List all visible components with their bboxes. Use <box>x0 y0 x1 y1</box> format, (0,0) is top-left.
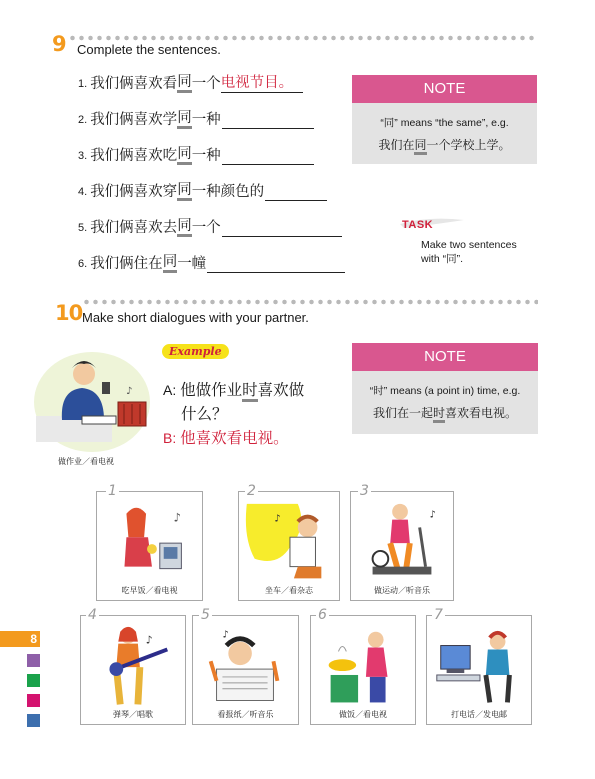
note-body <box>352 103 537 164</box>
answer-blank[interactable] <box>222 223 342 237</box>
sentence-text: 一个 <box>191 76 221 92</box>
picture-3-art <box>351 498 453 584</box>
dialogue-b: B: 他喜欢看电视。 <box>163 429 289 447</box>
picture-2 <box>238 491 340 601</box>
picture-6 <box>310 615 416 725</box>
picture-1-art <box>97 498 202 584</box>
color-square-magenta <box>27 694 40 707</box>
sentence-number: 6. <box>78 258 88 270</box>
note-heading: NOTE <box>352 343 538 371</box>
note-line-2: 我们在一起时喜欢看电视。 <box>352 398 538 421</box>
picture-number: 4 <box>88 607 97 623</box>
svg-text:♪: ♪ <box>429 509 436 521</box>
sentence-text: 一种 <box>191 148 221 164</box>
note-line-1: “时” means (a point in) time, e.g. <box>369 385 521 397</box>
note-line-1: “同” means “the same”, e.g. <box>380 117 509 129</box>
svg-text:♪: ♪ <box>145 633 153 647</box>
sentence-text: 一幢 <box>177 256 207 272</box>
picture-caption: 做饭／看电视 <box>339 710 387 719</box>
svg-text:♪: ♪ <box>274 513 281 525</box>
picture-caption: 做运动／听音乐 <box>374 586 430 595</box>
task-text-line-2: with “同”. <box>421 253 463 265</box>
tong-underlined: 同 <box>177 219 192 237</box>
picture-6-art <box>311 622 415 708</box>
sentence-number: 3. <box>78 150 88 162</box>
picture-5-art <box>193 622 298 708</box>
sentence-2 <box>78 111 314 129</box>
section-9-dotted-rule <box>68 35 538 41</box>
example-badge: Example <box>162 344 229 359</box>
picture-caption: 看报纸／听音乐 <box>217 710 274 719</box>
sentence-text: 我们俩喜欢看 <box>90 76 178 92</box>
picture-number: 1 <box>108 483 117 499</box>
sentence-text: 我们俩喜欢穿 <box>90 184 178 200</box>
picture-number: 3 <box>360 483 369 499</box>
dialogue-a-line-1: A: 他做作业时喜欢做 <box>163 378 304 402</box>
tong-underlined: 同 <box>177 147 192 165</box>
svg-text:♪: ♪ <box>173 510 182 525</box>
sentence-number: 1. <box>78 78 88 90</box>
sentence-text: 一个 <box>191 220 221 236</box>
picture-4 <box>80 615 186 725</box>
color-square-purple <box>27 654 40 667</box>
picture-number: 2 <box>247 483 256 499</box>
sentence-5 <box>78 219 342 237</box>
picture-7-art <box>427 622 531 708</box>
sentence-1 <box>78 74 303 93</box>
picture-caption: 弹琴／唱歌 <box>113 710 153 719</box>
picture-number: 6 <box>318 607 327 623</box>
color-square-blue <box>27 714 40 727</box>
task-label: TASK <box>402 219 434 231</box>
sentence-text: 一种 <box>191 112 221 128</box>
example-illustration <box>32 342 150 452</box>
sentence-number: 2. <box>78 114 88 126</box>
tong-underlined: 同 <box>163 255 178 273</box>
picture-number: 7 <box>434 607 443 623</box>
tong-underlined: 同 <box>177 75 192 93</box>
picture-caption: 打电话／发电邮 <box>451 710 507 719</box>
section-10-number: 10 <box>55 301 83 325</box>
picture-5 <box>192 615 299 725</box>
section-9-number: 9 <box>52 32 66 56</box>
picture-7 <box>426 615 532 725</box>
note-box-shi <box>352 343 538 434</box>
section-10-title: Make short dialogues with your partner. <box>82 310 309 325</box>
sentence-3 <box>78 147 314 165</box>
picture-number: 5 <box>201 607 210 623</box>
note-body <box>352 371 538 434</box>
sentence-answer: 电视节目。 <box>221 74 304 93</box>
picture-1 <box>96 491 203 601</box>
answer-blank[interactable] <box>207 259 345 273</box>
note-heading: NOTE <box>352 75 537 103</box>
task-text-line-1: Make two sentences <box>421 239 517 251</box>
sentence-6 <box>78 255 345 273</box>
picture-3 <box>350 491 454 601</box>
picture-4-art <box>81 622 185 708</box>
sentence-number: 4. <box>78 186 88 198</box>
note-box-tong <box>352 75 537 164</box>
answer-blank[interactable] <box>222 115 314 129</box>
tong-underlined: 同 <box>177 111 192 129</box>
page-number-tab: 8 <box>0 631 40 647</box>
answer-blank[interactable] <box>222 151 314 165</box>
note-line-2: 我们在同一个学校上学。 <box>352 130 537 153</box>
picture-caption: 吃早饭／看电视 <box>121 586 178 595</box>
svg-text:♪: ♪ <box>126 386 133 397</box>
dialogue-a-line-2: 什么？ <box>181 405 228 423</box>
picture-2-art <box>239 498 339 584</box>
section-9-title: Complete the sentences. <box>77 42 221 57</box>
tong-underlined: 同 <box>177 183 192 201</box>
color-square-green <box>27 674 40 687</box>
sentence-text: 我们俩喜欢学 <box>90 112 178 128</box>
sentence-4 <box>78 183 327 201</box>
sentence-number: 5. <box>78 222 88 234</box>
example-caption: 做作业／看电视 <box>58 457 114 466</box>
answer-blank[interactable] <box>265 187 327 201</box>
sentence-text: 我们俩喜欢去 <box>90 220 178 236</box>
svg-text:♪: ♪ <box>222 629 229 641</box>
section-10-dotted-rule <box>82 299 538 305</box>
sentence-text: 我们俩喜欢吃 <box>90 148 178 164</box>
sentence-text: 我们俩住在 <box>90 256 163 272</box>
sentence-text: 一种颜色的 <box>191 184 265 200</box>
picture-caption: 坐车／看杂志 <box>265 586 313 595</box>
